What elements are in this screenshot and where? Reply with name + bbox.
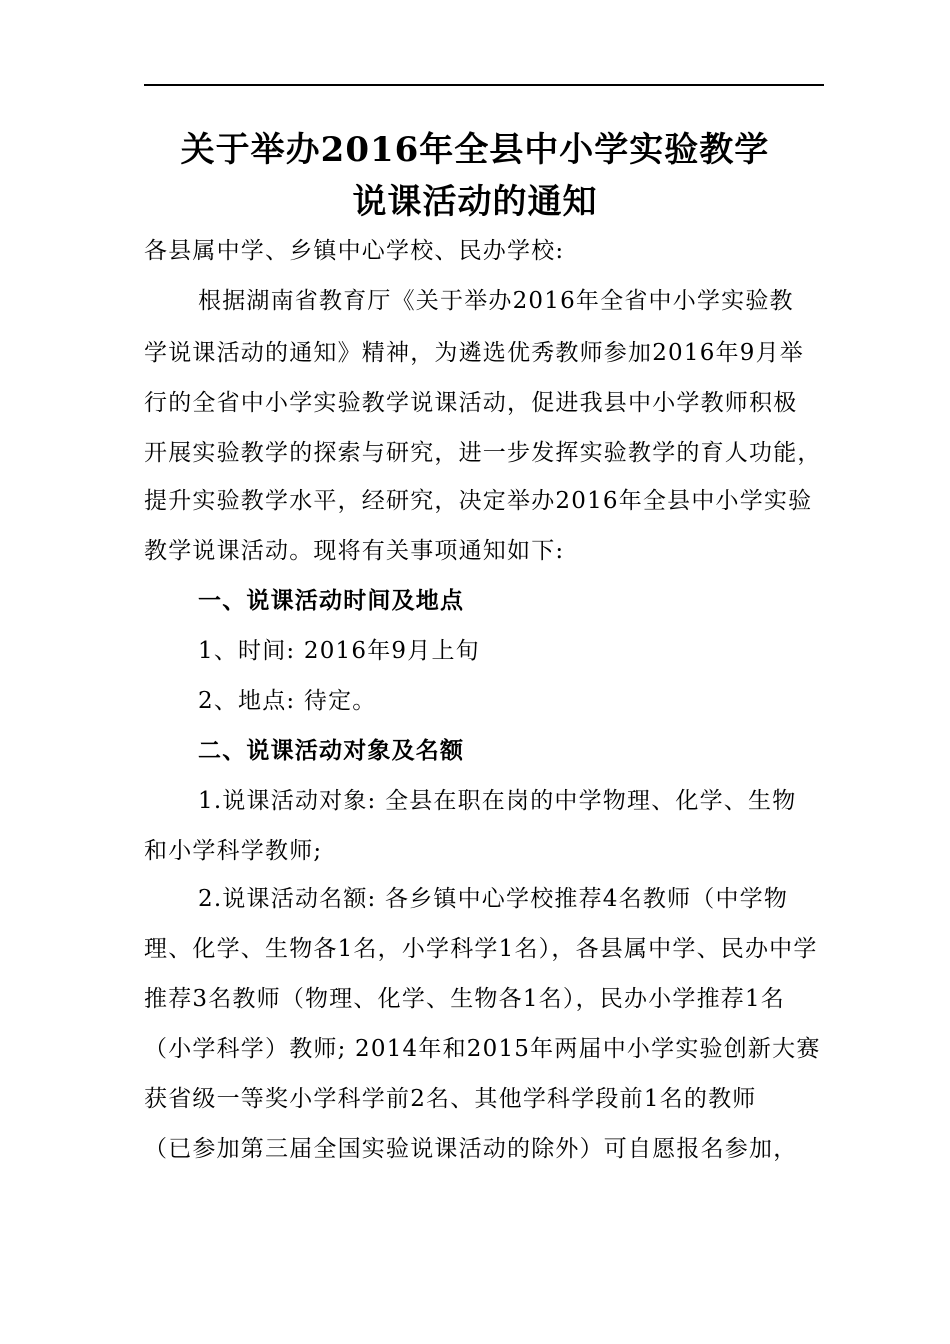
list-item: 2、地点: 待定。 bbox=[198, 688, 377, 714]
paragraph-line: 获省级一等奖小学科学前2名、其他学科学段前1名的教师 bbox=[144, 1086, 757, 1112]
paragraph-line: 理、化学、生物各1名，小学科学1名），各县属中学、民办中学 bbox=[144, 936, 818, 962]
document-title-line-1: 关于举办2016年全县中小学实验教学 bbox=[180, 130, 770, 170]
paragraph-line: （小学科学）教师; 2014年和2015年两届中小学实验创新大赛 bbox=[144, 1036, 821, 1062]
paragraph-line: 根据湖南省教育厅《关于举办2016年全省中小学实验教 bbox=[198, 288, 794, 314]
paragraph-line: 2.说课活动名额: 各乡镇中心学校推荐4名教师（中学物 bbox=[198, 886, 789, 912]
paragraph-line: 教学说课活动。现将有关事项通知如下: bbox=[144, 538, 565, 564]
paragraph-line: 1.说课活动对象: 全县在职在岗的中学物理、化学、生物 bbox=[198, 788, 797, 814]
paragraph-line: 推荐3名教师（物理、化学、生物各1名），民办小学推荐1名 bbox=[144, 986, 785, 1012]
paragraph-line: 提升实验教学水平，经研究，决定举办2016年全县中小学实验 bbox=[144, 488, 813, 514]
header-rule bbox=[144, 84, 824, 86]
paragraph-line: 学说课活动的通知》精神，为遴选优秀教师参加2016年9月举 bbox=[144, 340, 804, 366]
paragraph-line: 和小学科学教师; bbox=[144, 838, 323, 864]
addressee: 各县属中学、乡镇中心学校、民办学校: bbox=[144, 238, 565, 264]
section-heading-1: 一、说课活动时间及地点 bbox=[198, 587, 465, 614]
paragraph-line: 行的全省中小学实验教学说课活动，促进我县中小学教师积极 bbox=[144, 390, 798, 416]
document-title-line-2: 说课活动的通知 bbox=[352, 182, 598, 222]
paragraph-line: （已参加第三届全国实验说课活动的除外）可自愿报名参加， bbox=[144, 1136, 798, 1162]
paragraph-line: 开展实验教学的探索与研究，进一步发挥实验教学的育人功能， bbox=[144, 440, 822, 466]
section-heading-2: 二、说课活动对象及名额 bbox=[198, 737, 465, 764]
list-item: 1、时间: 2016年9月上旬 bbox=[198, 638, 480, 664]
